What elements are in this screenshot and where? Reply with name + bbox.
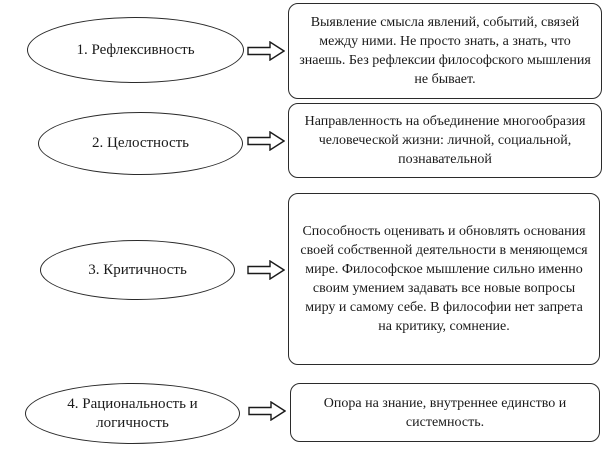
term-ellipse-integrity: [38, 112, 243, 175]
definition-text: Способность оценивать и обновлять основания своей собственной деятельности в меняющемся мире. Философское мышление сильно именно своим умением задавать все новые вопросы миру и самому себе. В философии нет запрета на критику, сомнение.: [300, 224, 588, 334]
definition-text: Выявление смысла явлений, событий, связей между ними. Не просто знать, а знать, что знаешь. Без рефлексии философского мышления не бывает.: [299, 15, 591, 87]
term-ellipse-rationality: [25, 383, 240, 444]
term-label: 2. Целостность: [91, 135, 190, 151]
arrow-right-icon: [247, 131, 285, 151]
term-ellipse-criticality: [40, 240, 235, 300]
term-label: 1. Рефлексивность: [76, 41, 195, 58]
definition-box-integrity: [288, 103, 602, 178]
arrow-right-icon: [247, 260, 285, 280]
term-label: 3. Критичность: [88, 261, 187, 278]
term-label: 4. Рациональность и логичность: [67, 395, 198, 431]
definition-text: Опора на знание, внутреннее единство и системность.: [323, 395, 567, 430]
definition-box-criticality: [288, 193, 600, 365]
arrow-right-icon: [247, 41, 285, 61]
arrow-right-icon: [248, 401, 286, 421]
definition-text: Направленность на объединение многообразия человеческой жизни: личной, социальной, познавательной: [304, 114, 586, 167]
definition-box-reflexivity: [288, 3, 602, 99]
term-ellipse-reflexivity: [27, 17, 244, 83]
definition-box-rationality: [290, 383, 600, 442]
